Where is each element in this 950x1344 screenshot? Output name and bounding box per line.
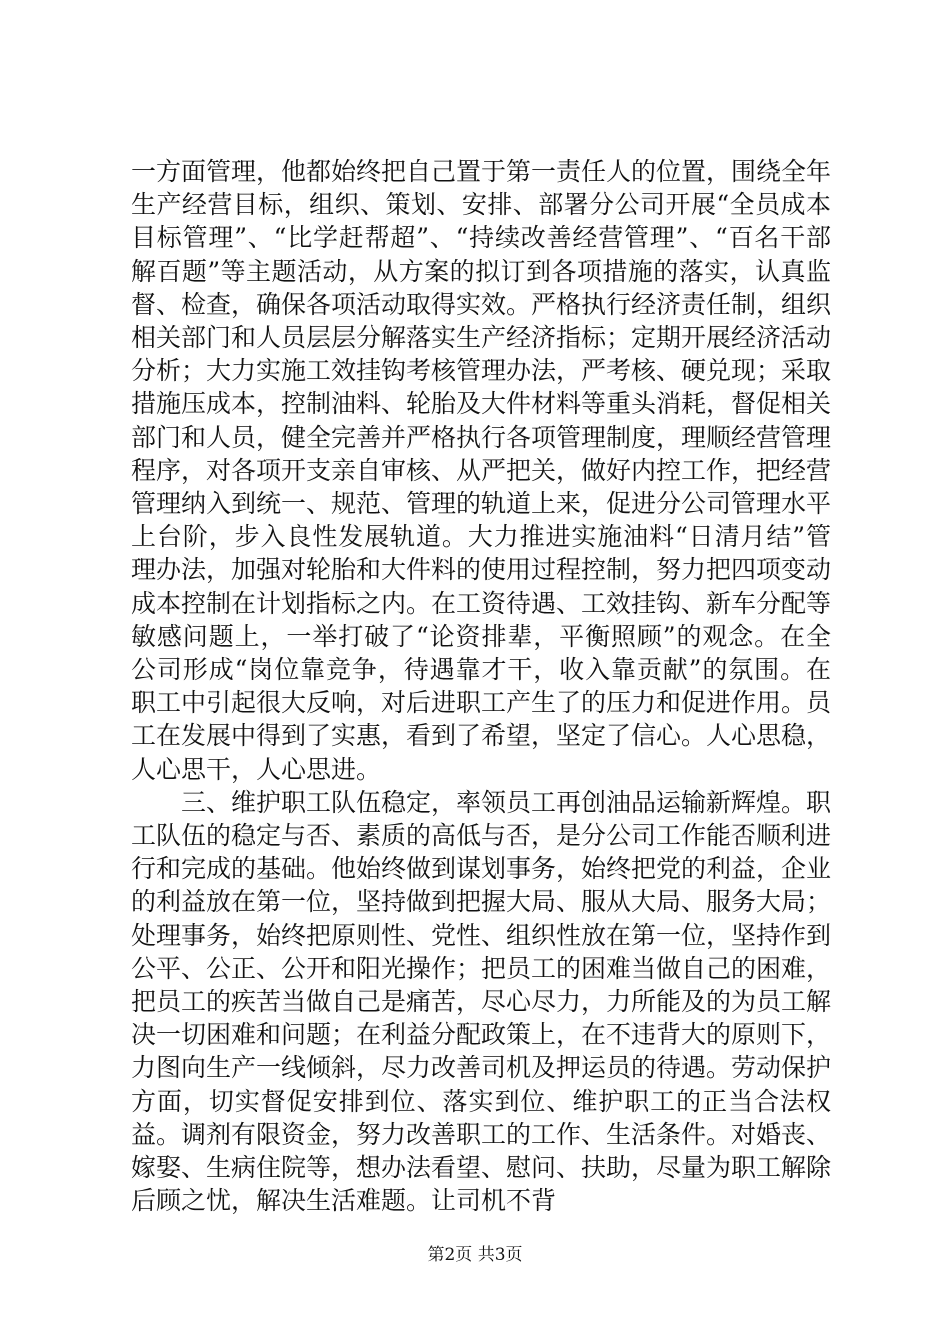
paragraph-2: 三、维护职工队伍稳定，率领员工再创油品运输新辉煌。职工队伍的稳定与否、素质的高低与否，是分公司工作能否顺利进行和完成的基础。他始终做到谋划事务，始终把党的利益，企业的利益放在第一位，坚持做到把握大局、服从大局、服务大局；处理事务，始终把原则性、党性、组织性放在第一位，坚持作到公平、公正、公开和阳光操作；把员工的困难当做自己的困难，把员工的疾苦当做自己是痛苦，尽心尽力，力所能及的为员工解决一切困难和问题；在利益分配政策上，在不违背大的原则下，力图向生产一线倾斜，尽力改善司机及押运员的待遇。劳动保护方面，切实督促安排到位、落实到位、维护职工的正当合法权益。调剂有限资金，努力改善职工的工作、生活条件。对婚丧、嫁娶、生病住院等，想办法看望、慰问、扶助，尽量为职工解除后顾之忧，解决生活难题。让司机不背 bbox=[131, 787, 832, 1216]
document-body bbox=[131, 155, 831, 1218]
page-footer: 第2页 共3页 bbox=[427, 1245, 523, 1265]
paragraph-1: 一方面管理，他都始终把自己置于第一责任人的位置，围绕全年生产经营目标，组织、策划、安排、部署分公司开展“全员成本目标管理”、“比学赶帮超”、“持续改善经营管理”、“百名干部解百题”等主题活动，从方案的拟订到各项措施的落实，认真监督、检查，确保各项活动取得实效。严格执行经济责任制，组织相关部门和人员层层分解落实生产经济指标；定期开展经济活动分析；大力实施工效挂钩考核管理办法，严考核、硬兑现；采取措施压成本，控制油料、轮胎及大件材料等重头消耗，督促相关部门和人员，健全完善并严格执行各项管理制度，理顺经营管理程序，对各项开支亲自审核、从严把关，做好内控工作，把经营管理纳入到统一、规范、管理的轨道上来，促进分公司管理水平上台阶，步入良性发展轨道。大力推进实施油料“日清月结”管理办法，加强对轮胎和大件料的使用过程控制，努力把四项变动成本控制在计划指标之内。在工资待遇、工效挂钩、新车分配等敏感问题上，一举打破了“论资排辈，平衡照顾”的观念。在全公司形成“岗位靠竞争，待遇靠才干，收入靠贡献”的氛围。在职工中引起很大反响，对后进职工产生了的压力和促进作用。员工在发展中得到了实惠，看到了希望，坚定了信心。人心思稳，人心思干，人心思进。 bbox=[131, 157, 832, 784]
